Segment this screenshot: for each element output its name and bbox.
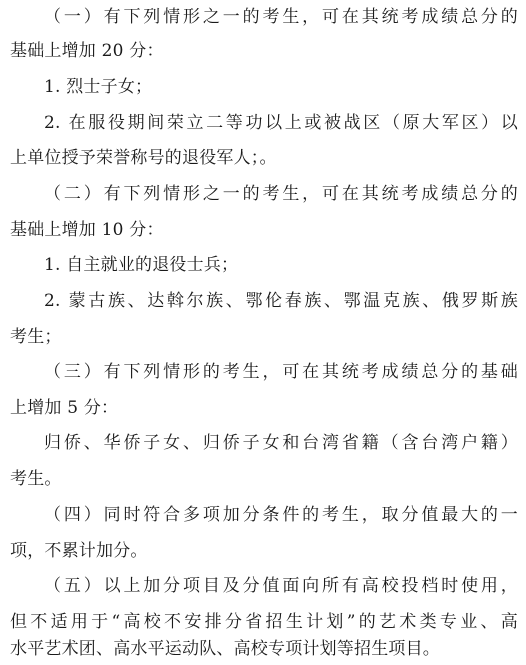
- section-1-heading-continued: 基础上增加 20 分：: [10, 41, 164, 61]
- section-1-heading: （一）有下列情形之一的考生，可在其统考成绩总分的: [44, 7, 518, 27]
- section-4-paragraph-continued: 项，不累计加分。: [10, 541, 148, 561]
- section-2-item-2-continued: 考生；: [10, 327, 62, 347]
- section-1-item-2: 2. 在服役期间荣立二等功以上或被战区（原大军区）以: [44, 113, 518, 133]
- section-3-body-continued: 考生。: [10, 469, 62, 489]
- section-2-heading: （二）有下列情形之一的考生，可在其统考成绩总分的: [44, 184, 518, 204]
- section-2-heading-continued: 基础上增加 10 分：: [10, 220, 164, 240]
- section-3-body: 归侨、华侨子女、归侨子女和台湾省籍（含台湾户籍）: [44, 433, 518, 453]
- section-2-item-1: 1. 自主就业的退役士兵；: [44, 255, 239, 275]
- section-5-paragraph-continued: 但不适用于“高校不安排分省招生计划”的艺术类专业、高: [10, 612, 518, 632]
- section-1-item-1: 1. 烈士子女；: [44, 77, 153, 97]
- section-2-item-2: 2. 蒙古族、达斡尔族、鄂伦春族、鄂温克族、俄罗斯族: [44, 291, 518, 311]
- section-5-paragraph-end: 水平艺术团、高水平运动队、高校专项计划等招生项目。: [10, 639, 440, 659]
- section-3-heading-continued: 上增加 5 分：: [10, 398, 119, 418]
- section-4-paragraph: （四）同时符合多项加分条件的考生，取分值最大的一: [44, 505, 518, 525]
- section-5-paragraph: （五）以上加分项目及分值面向所有高校投档时使用，: [44, 576, 518, 596]
- section-1-item-2-continued: 上单位授予荣誉称号的退役军人；。: [10, 148, 277, 168]
- section-3-heading: （三）有下列情形的考生，可在其统考成绩总分的基础: [44, 362, 518, 382]
